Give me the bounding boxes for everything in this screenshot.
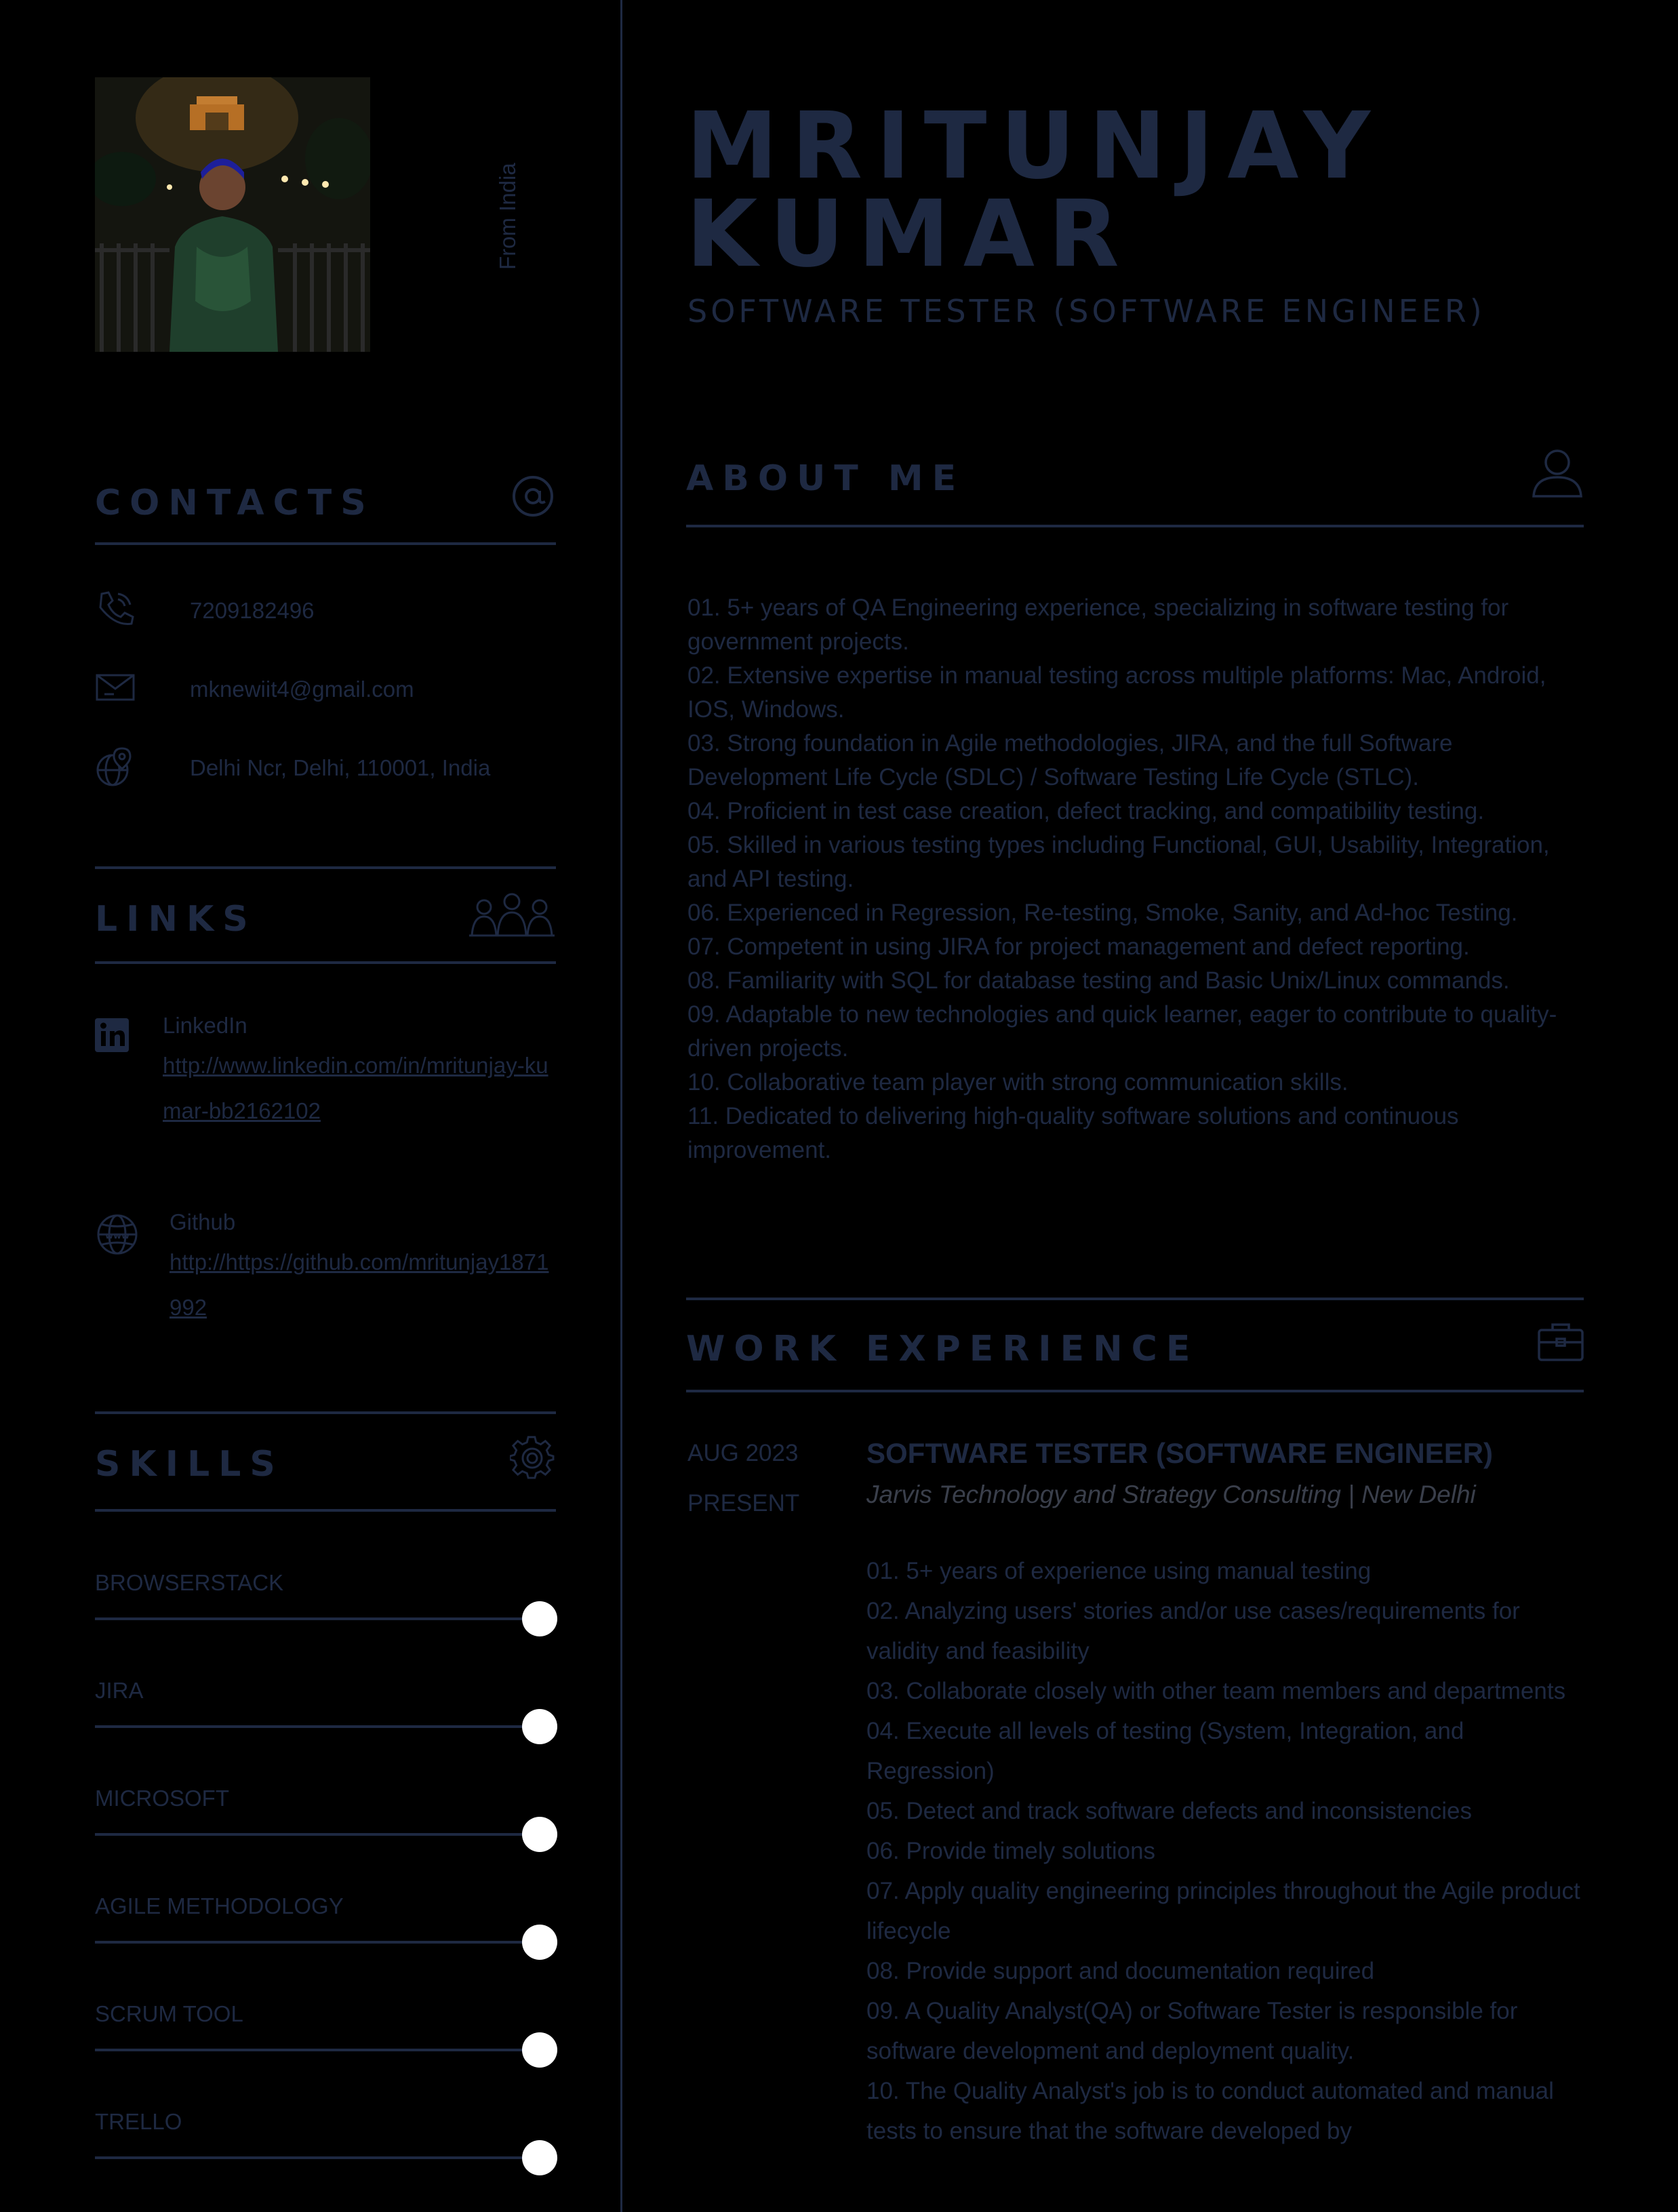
duty-item: 05. Detect and track software defects and inconsistencies bbox=[866, 1798, 1472, 1824]
job-title: SOFTWARE TESTER (SOFTWARE ENGINEER) bbox=[866, 1437, 1494, 1469]
duty-item: 07. Apply quality engineering principles throughout the Agile product lifecycle bbox=[866, 1878, 1580, 1944]
from-india-label: From India bbox=[495, 163, 520, 270]
links-top-divider bbox=[95, 866, 556, 869]
about-line: 07. Competent in using JIRA for project management and defect reporting. bbox=[687, 933, 1470, 960]
user-icon bbox=[1531, 447, 1584, 499]
contact-phone-row bbox=[95, 588, 570, 636]
profile-photo bbox=[95, 77, 370, 352]
last-name: KUMAR bbox=[686, 181, 1133, 288]
briefcase-icon bbox=[1538, 1321, 1584, 1363]
skill-level-track bbox=[95, 2156, 536, 2159]
skill-level-track bbox=[95, 2049, 536, 2051]
envelope-icon bbox=[95, 667, 136, 708]
duty-item: 08. Provide support and documentation required bbox=[866, 1958, 1375, 1984]
job-company: Jarvis Technology and Strategy Consulting | New Delhi bbox=[866, 1481, 1476, 1508]
github-link-block bbox=[95, 1209, 570, 1331]
at-sign-icon bbox=[511, 475, 555, 518]
duty-item: 01. 5+ years of experience using manual testing bbox=[866, 1558, 1372, 1584]
about-line: 05. Skilled in various testing types including Functional, GUI, Usability, Integration, and API testing. bbox=[687, 832, 1550, 892]
phone-icon bbox=[95, 588, 136, 629]
skills-divider bbox=[95, 1509, 556, 1512]
skill-name: JIRA bbox=[95, 1678, 144, 1703]
skill-level-knob bbox=[522, 1925, 557, 1960]
about-line: 03. Strong foundation in Agile methodologies, JIRA, and the full Software Development Life Cycle (SDLC) / Software Testing Life Cycle (STLC). bbox=[687, 730, 1453, 790]
about-line: 11. Dedicated to delivering high-quality software solutions and continuous improvement. bbox=[687, 1103, 1459, 1163]
about-line: 09. Adaptable to new technologies and quick learner, eager to contribute to quality-driven projects. bbox=[687, 1001, 1557, 1062]
about-text bbox=[687, 591, 1589, 1167]
duty-item: 10. The Quality Analyst's job is to conduct automated and manual tests to ensure that the software developed by bbox=[866, 2078, 1554, 2144]
skill-row bbox=[95, 1678, 556, 1746]
duty-item: 06. Provide timely solutions bbox=[866, 1838, 1156, 1864]
skill-level-knob bbox=[522, 1709, 557, 1744]
skills-heading: SKILLS bbox=[95, 1444, 284, 1485]
about-line: 02. Extensive expertise in manual testing across multiple platforms: Mac, Android, IOS, Windows. bbox=[687, 662, 1546, 723]
github-url[interactable]: http://https://github.com/mritunjay1871992 bbox=[169, 1249, 549, 1320]
job-end-date: PRESENT bbox=[687, 1490, 800, 1516]
about-line: 08. Familiarity with SQL for database testing and Basic Unix/Linux commands. bbox=[687, 967, 1510, 994]
about-line: 10. Collaborative team player with strong communication skills. bbox=[687, 1069, 1349, 1095]
skill-level-track bbox=[95, 1725, 536, 1728]
about-heading: ABOUT ME bbox=[686, 458, 965, 499]
skill-level-track bbox=[95, 1833, 536, 1836]
about-divider bbox=[686, 525, 1584, 527]
svg-text:www: www bbox=[104, 1231, 130, 1241]
about-line: 04. Proficient in test case creation, defect tracking, and compatibility testing. bbox=[687, 798, 1485, 824]
gear-icon bbox=[510, 1436, 555, 1481]
linkedin-label: LinkedIn bbox=[163, 1013, 247, 1038]
skills-top-divider bbox=[95, 1411, 556, 1414]
about-line: 01. 5+ years of QA Engineering experience, specializing in software testing for government projects. bbox=[687, 595, 1509, 655]
skill-row bbox=[95, 1893, 556, 1961]
skill-name: SCRUM TOOL bbox=[95, 2001, 243, 2026]
globe-pin-icon bbox=[95, 746, 136, 789]
skill-name: AGILE METHODOLOGY bbox=[95, 1893, 344, 1918]
duty-item: 02. Analyzing users' stories and/or use cases/requirements for validity and feasibility bbox=[866, 1598, 1520, 1664]
skill-level-knob bbox=[522, 2032, 557, 2068]
job-start-date: AUG 2023 bbox=[687, 1440, 799, 1466]
contact-email-row bbox=[95, 667, 570, 715]
www-globe-icon bbox=[96, 1213, 138, 1255]
team-icon bbox=[469, 888, 555, 937]
about-line: 06. Experienced in Regression, Re-testing, Smoke, Sanity, and Ad-hoc Testing. bbox=[687, 900, 1518, 926]
job-duties bbox=[866, 1551, 1585, 2151]
contacts-divider bbox=[95, 542, 556, 545]
linkedin-link-block bbox=[95, 1013, 570, 1135]
first-name: MRITUNJAY bbox=[686, 93, 1384, 200]
skill-row bbox=[95, 1786, 556, 1853]
skill-name: MICROSOFT bbox=[95, 1786, 229, 1811]
work-heading: WORK EXPERIENCE bbox=[686, 1329, 1199, 1369]
phone-number[interactable]: 7209182496 bbox=[190, 598, 315, 623]
email-address[interactable]: mknewiit4@gmail.com bbox=[190, 677, 414, 702]
work-divider bbox=[686, 1390, 1584, 1392]
contact-address-row bbox=[95, 746, 570, 793]
skill-row bbox=[95, 2001, 556, 2069]
links-heading: LINKS bbox=[95, 899, 257, 940]
duty-item: 04. Execute all levels of testing (System, Integration, and Regression) bbox=[866, 1718, 1464, 1784]
address: Delhi Ncr, Delhi, 110001, India bbox=[190, 755, 491, 780]
duty-item: 09. A Quality Analyst(QA) or Software Tester is responsible for software development and deployment quality. bbox=[866, 1998, 1518, 2064]
github-label: Github bbox=[169, 1209, 236, 1234]
skill-level-knob bbox=[522, 1817, 557, 1852]
skill-level-knob bbox=[522, 2140, 557, 2175]
work-top-divider bbox=[686, 1298, 1584, 1300]
skill-level-track bbox=[95, 1941, 536, 1944]
skill-level-knob bbox=[522, 1601, 557, 1636]
links-divider bbox=[95, 961, 556, 964]
linkedin-url[interactable]: http://www.linkedin.com/in/mritunjay-kumar-bb2162102 bbox=[163, 1053, 548, 1123]
profile-photo-illustration bbox=[95, 77, 370, 352]
skill-name: TRELLO bbox=[95, 2109, 182, 2134]
contacts-heading: CONTACTS bbox=[95, 483, 375, 523]
skill-level-track bbox=[95, 1617, 536, 1620]
column-divider bbox=[620, 0, 622, 2212]
linkedin-icon bbox=[95, 1018, 129, 1052]
duty-item: 03. Collaborate closely with other team members and departments bbox=[866, 1678, 1566, 1704]
skill-name: BROWSERSTACK bbox=[95, 1570, 284, 1595]
skill-row bbox=[95, 2109, 556, 2177]
skill-row bbox=[95, 1570, 556, 1638]
job-title-subtitle: SOFTWARE TESTER (SOFTWARE ENGINEER) bbox=[687, 293, 1485, 329]
